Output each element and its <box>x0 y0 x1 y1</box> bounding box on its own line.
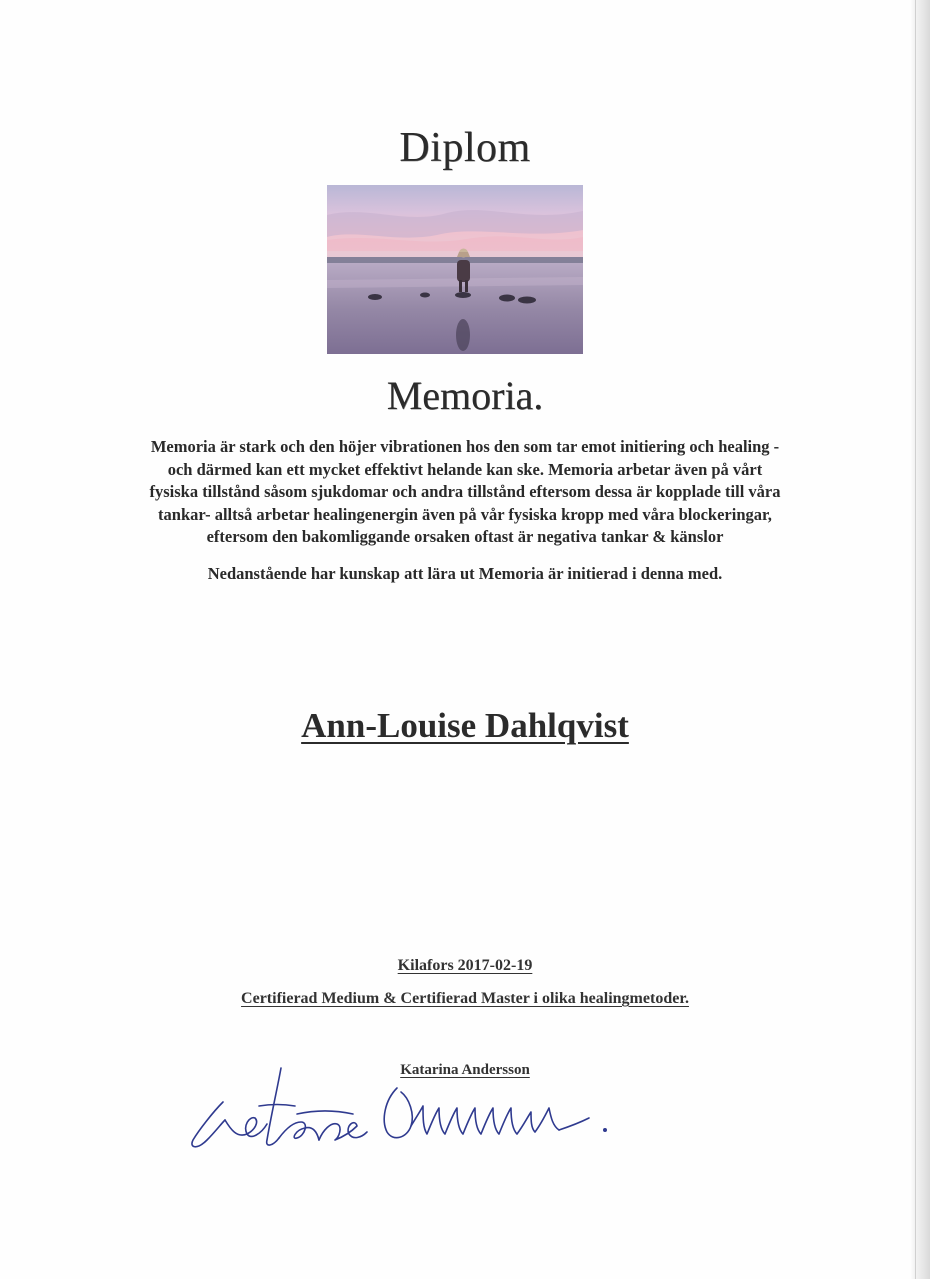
certification-text: Certifierad Medium & Certifierad Master i olika healingmetoder. <box>241 990 689 1007</box>
diploma-subtitle: Memoria. <box>386 373 544 418</box>
description-line: fysiska tillstånd såsom sjukdomar och andra tillstånd eftersom dessa är kopplade till våra <box>149 482 781 501</box>
recipient-name-text: Ann-Louise Dahlqvist <box>301 706 629 745</box>
description-line: tankar- alltså arbetar healingenergin även på vår fysiska kropp med våra blockeringar, <box>158 504 772 524</box>
page-edge-shadow <box>915 0 930 1279</box>
recipient-name <box>0 706 930 746</box>
place-date-text: Kilafors 2017-02-19 <box>397 957 533 974</box>
certification-line <box>0 990 930 1008</box>
description-line: eftersom den bakomliggande orsaken oftast är negativa tankar & känslor <box>206 527 724 546</box>
handwritten-signature <box>185 1060 625 1160</box>
description-text <box>100 436 830 549</box>
place-date <box>0 957 930 975</box>
description-line: Memoria är stark och den höjer vibrationen hos den som tar emot initiering och healing - <box>150 437 780 456</box>
description-line: och därmed kan ett mycket effektivt helande kan ske. Memoria arbetar även på vårt <box>167 459 763 479</box>
initiation-note: Nedanstående har kunskap att lära ut Memoria är initierad i denna med. <box>207 564 723 583</box>
signer-name-text: Katarina Andersson <box>400 1062 530 1078</box>
diploma-title: Diplom <box>399 125 531 171</box>
lake-sunset-person-photo <box>327 185 583 354</box>
